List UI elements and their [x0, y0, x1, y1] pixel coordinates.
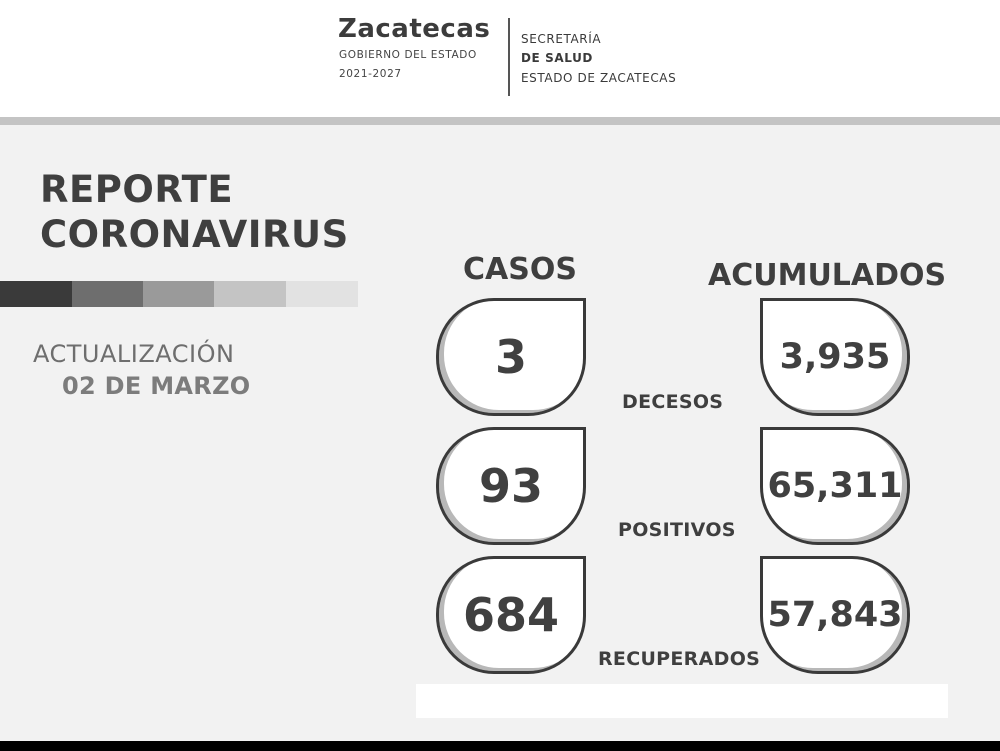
- positivos-casos-value: 93: [478, 459, 543, 513]
- recuperados-casos-value: 684: [462, 588, 560, 642]
- header: [0, 0, 1000, 117]
- footer-box: [416, 684, 948, 718]
- casos-header: CASOS: [463, 252, 577, 287]
- report-title-line2: CORONAVIRUS: [40, 213, 349, 256]
- color-band-5: [286, 281, 358, 307]
- positivos-casos-box: [436, 427, 586, 545]
- top-divider-bar: [0, 117, 1000, 125]
- secretaria-line1: SECRETARÍA: [521, 32, 602, 46]
- header-divider: [508, 18, 510, 96]
- secretaria-line2: DE SALUD: [521, 51, 593, 65]
- color-band-1: [0, 281, 72, 307]
- color-band-4: [214, 281, 286, 307]
- positivos-label: POSITIVOS: [618, 519, 736, 541]
- secretaria-line3: ESTADO DE ZACATECAS: [521, 71, 677, 85]
- recuperados-casos-box: [436, 556, 586, 674]
- decesos-acumulados-box: [760, 298, 910, 416]
- recuperados-label: RECUPERADOS: [598, 648, 761, 670]
- color-band-3: [143, 281, 215, 307]
- decesos-casos-value: 3: [494, 330, 527, 384]
- logo-title: Zacatecas: [338, 14, 491, 44]
- positivos-acumulados-box: [760, 427, 910, 545]
- recuperados-acumulados-value: 57,843: [767, 595, 903, 635]
- decesos-label: DECESOS: [622, 391, 724, 413]
- update-label: ACTUALIZACIÓN: [33, 340, 235, 368]
- report-title-line1: REPORTE: [40, 168, 234, 211]
- recuperados-acumulados-box: [760, 556, 910, 674]
- color-band-2: [72, 281, 144, 307]
- positivos-acumulados-value: 65,311: [767, 466, 903, 506]
- decesos-acumulados-value: 3,935: [779, 337, 891, 377]
- acumulados-header: ACUMULADOS: [708, 258, 947, 293]
- logo-subtitle: GOBIERNO DEL ESTADO: [339, 49, 477, 61]
- decesos-casos-box: [436, 298, 586, 416]
- update-date: 02 DE MARZO: [62, 372, 251, 400]
- bottom-bar: [0, 741, 1000, 751]
- logo-period: 2021-2027: [339, 68, 402, 80]
